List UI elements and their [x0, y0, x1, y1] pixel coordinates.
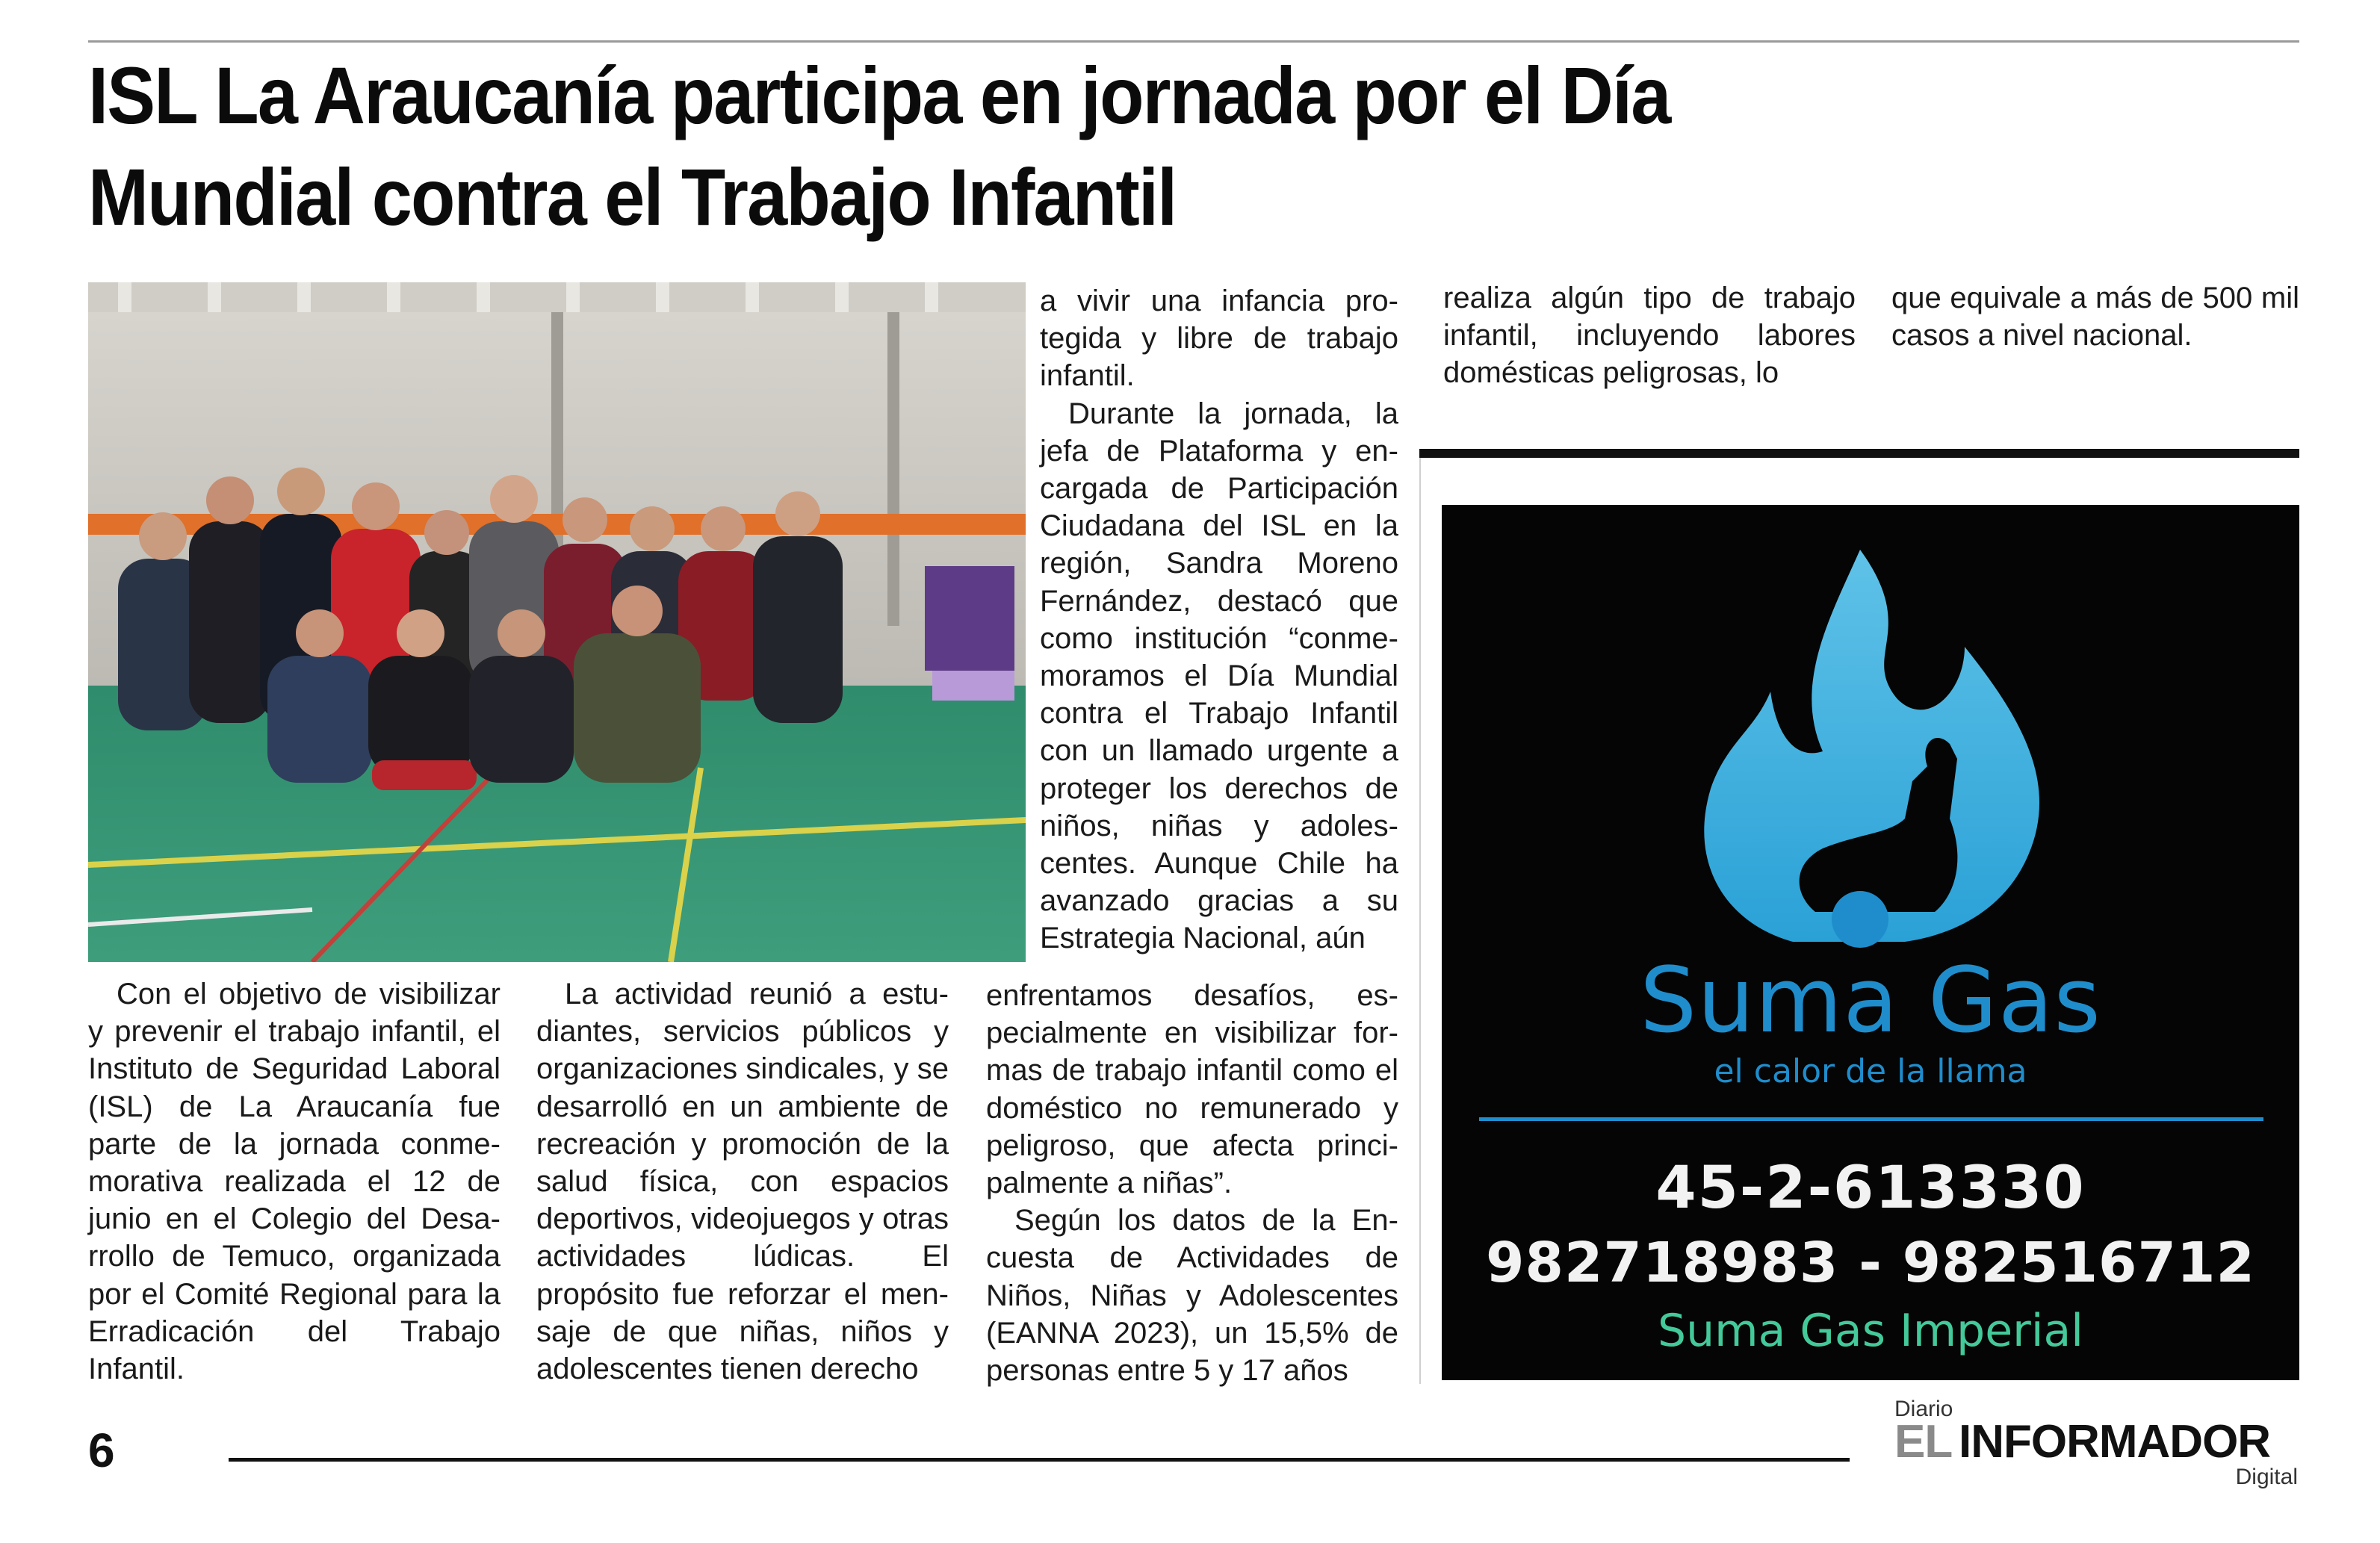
ad-slogan: el calor de la llama: [1714, 1052, 2027, 1090]
footer-rule: [229, 1458, 1850, 1462]
top-rule: [88, 40, 2299, 43]
headline: [88, 45, 1702, 248]
article-column-3-top: [1040, 282, 1398, 957]
article-paragraph: que equivale a más de 500 mil casos a nivel nacional.: [1891, 282, 2299, 353]
ad-brand-name: Suma Gas: [1640, 949, 2101, 1053]
article-photo: [88, 282, 1026, 962]
article-column-2: [536, 975, 949, 1388]
article-paragraph: Con el objetivo de visibilizar y prevenir el trabajo infantil, el Instituto de Seguridad Laboral (ISL) de La Araucanía fue parte de la jornada conmemorativa realizada el 12 de junio en el Colegio del Desarrollo de Temuco, organizada por el Comité Regional para la Erradicación del Trabajo Infantil.: [88, 978, 501, 1386]
suma-gas-advertisement: [1442, 505, 2299, 1380]
ad-phone-mobiles: 982718983 - 982516712: [1485, 1231, 2256, 1295]
logo-informador: INFORMADOR: [1959, 1416, 2271, 1468]
article-paragraph: enfrentamos desafíos, especialmente en visibilizar formas de trabajo infantil como el doméstico no remunerado y peligroso, que afecta principalmente a niñas”.: [986, 979, 1398, 1200]
ad-top-rule: [1419, 449, 2299, 458]
logo-el: EL: [1894, 1416, 1953, 1468]
headline-line-2: Mundial contra el Trabajo Infantil: [88, 152, 1177, 242]
article-paragraph: Durante la jornada, la jefa de Plataforma y encargada de Participación Ciudadana del ISL en la región, Sandra Moreno Fernández, destacó que como institución “conmemoramos el Día Mundial contra el Trabajo Infantil con un llamado urgente a proteger los derechos de niños, niñas y adolescentes. Aunque Chile ha avanzado gracias a su Estrategia Nacional, aún: [1040, 397, 1398, 955]
logo-diario: Diario: [1894, 1397, 1953, 1421]
ad-branch-name: Suma Gas Imperial: [1658, 1305, 2083, 1357]
article-paragraph: a vivir una infancia protegida y libre de trabajo infantil.: [1040, 285, 1398, 393]
newspaper-logo: [1894, 1397, 2305, 1489]
article-column-3-bottom: [986, 977, 1398, 1389]
ad-separator: [1419, 458, 1421, 1384]
article-paragraph: Según los datos de la Encuesta de Actividades de Niños, Niñas y Adolescentes (EANNA 2023), un 15,5% de personas entre 5 y 17 años: [986, 1204, 1398, 1388]
article-paragraph: La actividad reunió a estudiantes, servicios públicos y organizaciones sindicales, y se desarrolló en un ambiente de recreación y promoción de la salud física, con espacios deportivos, videojuegos y otras actividades lúdicas. El propósito fue reforzar el mensaje de que niñas, niños y adolescentes tienen derecho: [536, 978, 949, 1386]
flame-llama-icon: [1442, 505, 2299, 953]
article-column-4: [1443, 279, 1856, 392]
group-photo-illustration: [88, 282, 1026, 962]
logo-digital: Digital: [2235, 1465, 2298, 1489]
ad-phone-landline: 45-2-613330: [1655, 1155, 2086, 1222]
article-column-1: [88, 975, 501, 1388]
article-column-5: [1891, 279, 2299, 354]
page-number: 6: [88, 1424, 115, 1477]
article-paragraph: realiza algún tipo de trabajo infantil, incluyendo labores domésticas peligrosas, lo: [1443, 282, 1856, 390]
ad-divider: [1479, 1117, 2263, 1121]
headline-line-1: ISL La Araucanía participa en jornada por el Día: [88, 50, 1670, 140]
